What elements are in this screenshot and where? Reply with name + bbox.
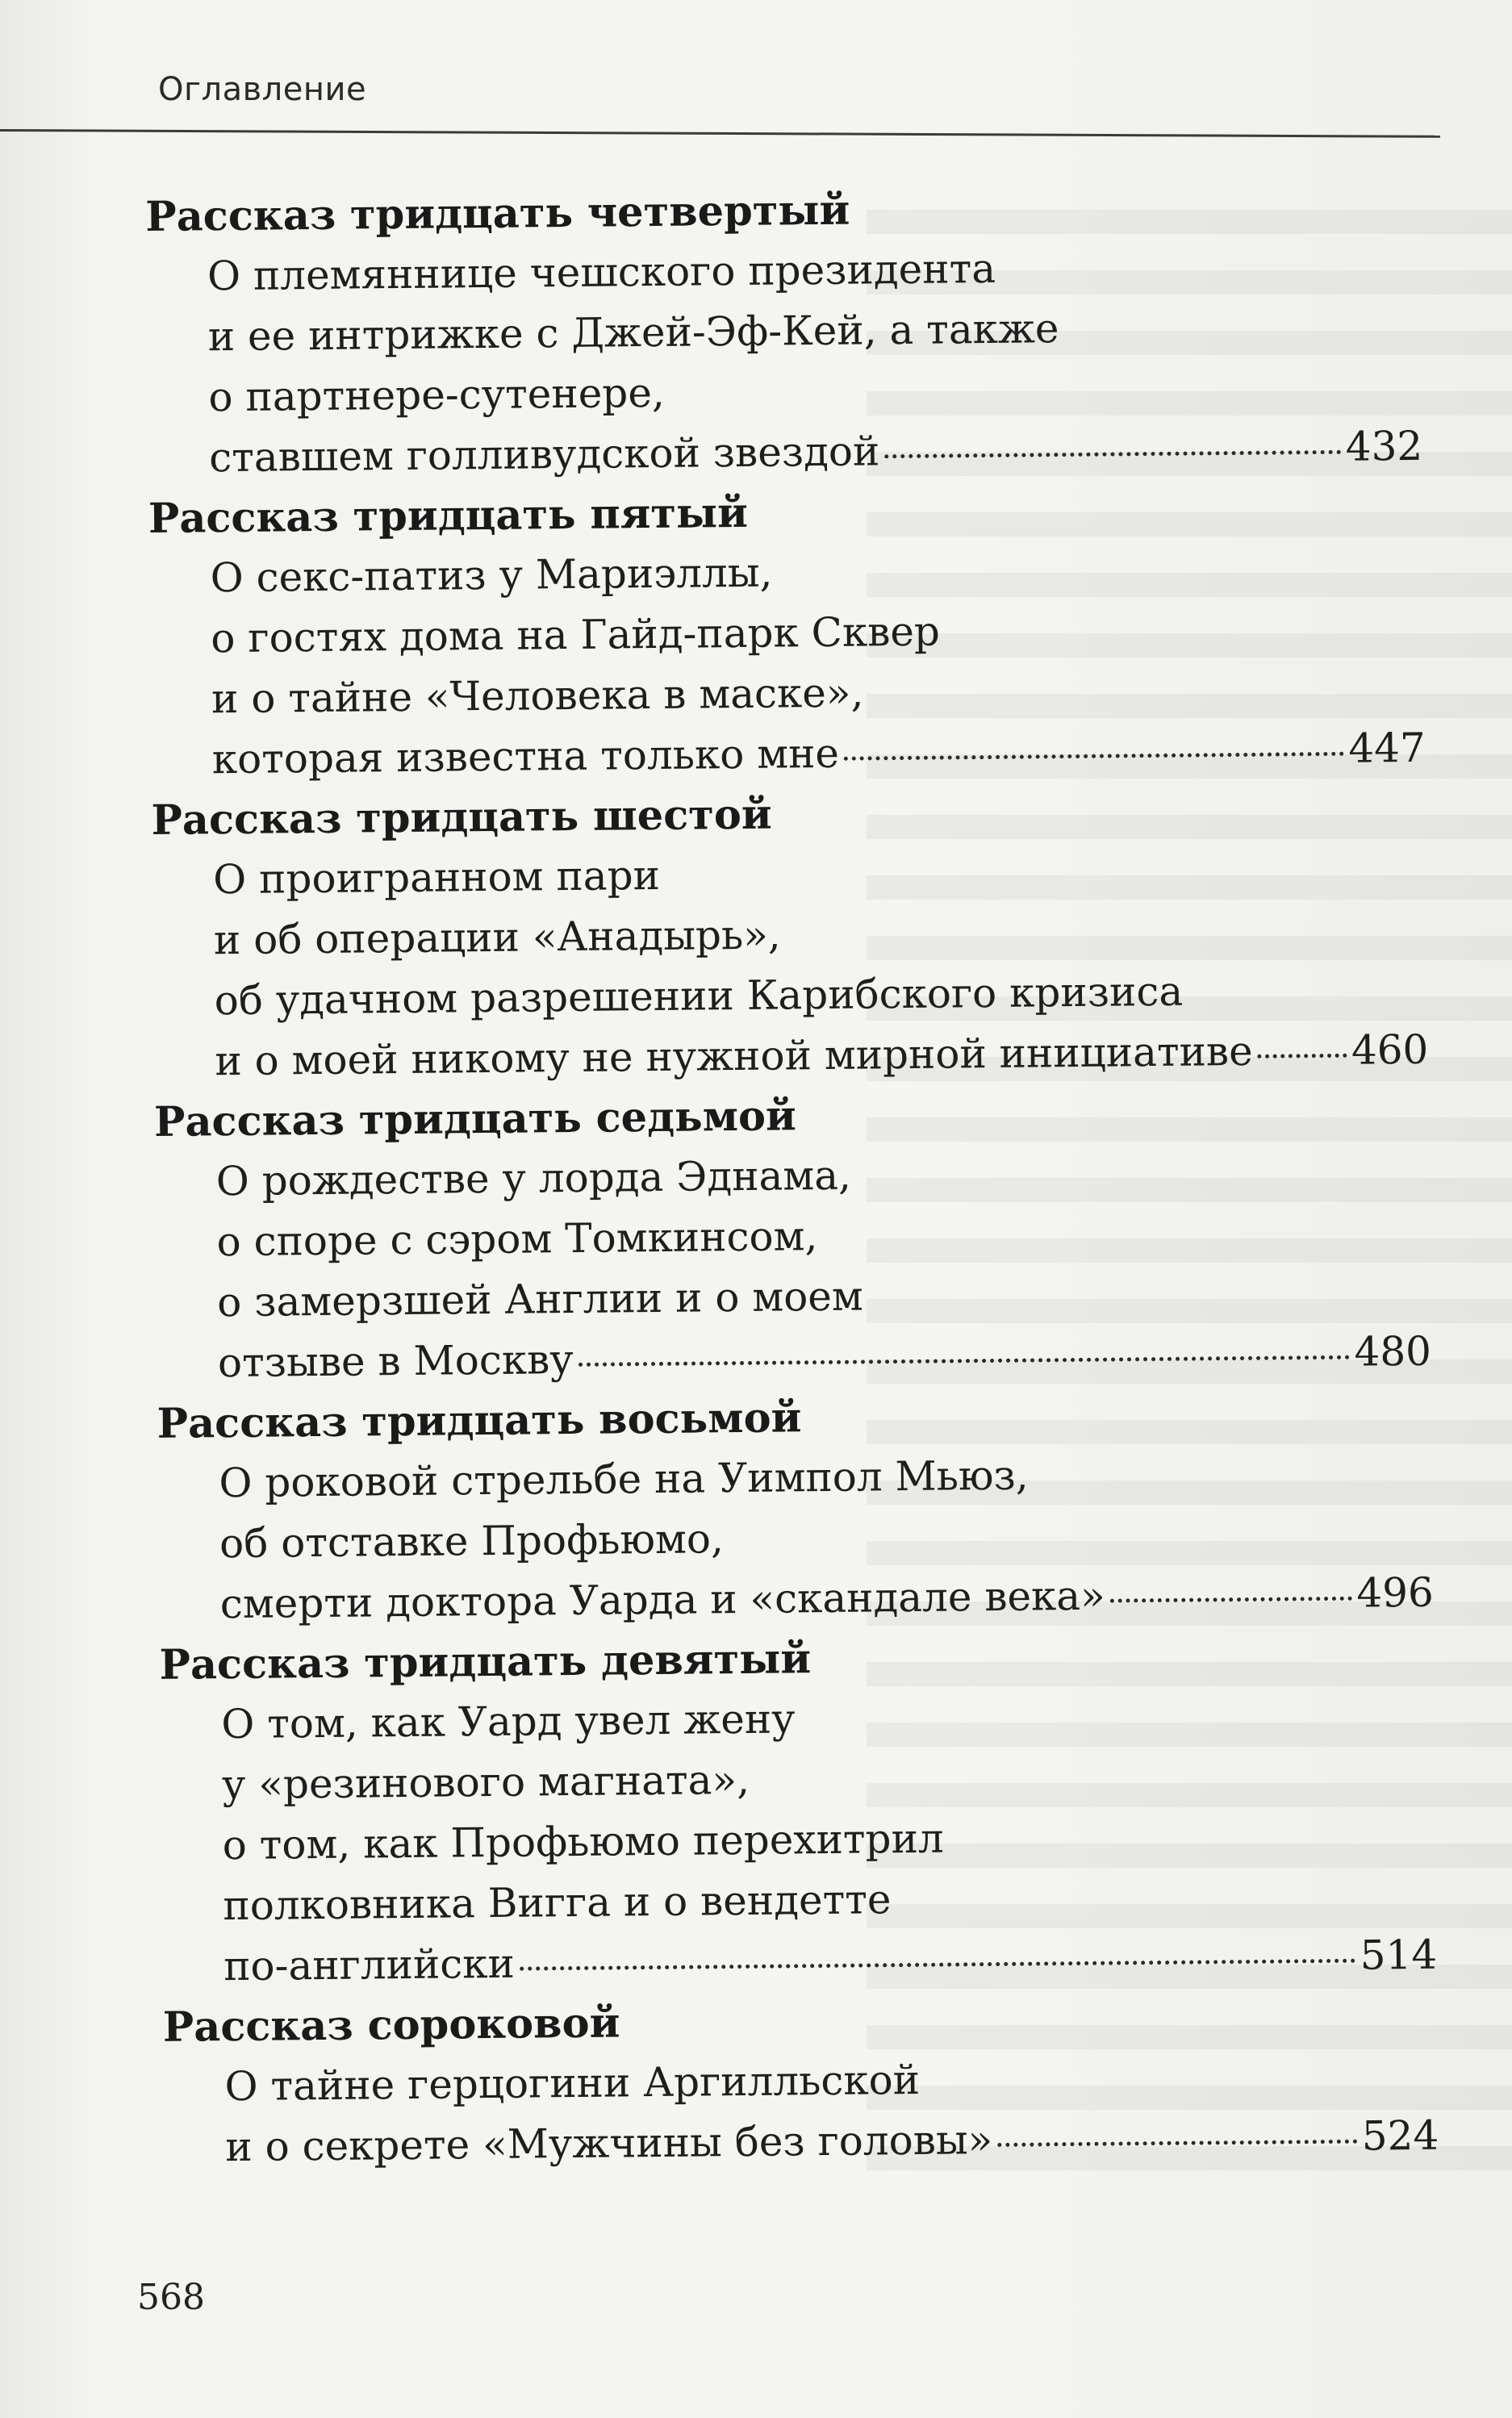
page-number: 524 [1361,2111,1439,2160]
entry-last-line [211,718,1426,790]
dot-leader [520,1959,1355,1971]
entry-title: Рассказ тридцать четвертый [145,186,850,241]
entry-line: О роковой стрельбе на Уимпол Мьюз, [219,1451,1029,1507]
toc-entry [148,477,1426,791]
page-folio: 568 [137,2277,205,2318]
entry-title: Рассказ тридцать восьмой [157,1393,802,1448]
entry-title: Рассказ сороковой [162,1998,620,2052]
entry-last-line [220,1563,1435,1635]
page-number: 460 [1351,1025,1429,1074]
entry-line: о споре с сэром Томкинсом, [216,1213,818,1266]
page-number: 514 [1360,1931,1438,1979]
entry-line: полковника Вигга и о вендетте [223,1876,892,1930]
dot-leader [844,752,1343,761]
entry-line: О рождестве у лорда Эднама, [215,1151,852,1205]
entry-last-line [218,1322,1432,1393]
entry-line: у «резинового магната», [221,1756,750,1809]
entry-line-text: отзыве в Москву [217,1335,574,1387]
dot-leader [997,2140,1357,2147]
entry-line-text: и о моей никому не нужной мирной инициативе [215,1027,1253,1085]
entry-line: О проигранном пари [212,851,661,904]
entry-line: об удачном разрешении Карибского кризиса [214,967,1184,1025]
entry-title: Рассказ тридцать девятый [159,1635,812,1689]
entry-line-text: смерти доктора Уарда и «скандале века» [219,1572,1105,1628]
entry-title: Рассказ тридцать седьмой [153,1092,797,1146]
dot-leader [1110,1597,1352,1603]
toc-entry [145,175,1423,489]
entry-line: и об операции «Анадырь», [213,911,781,964]
entry-line: О том, как Уард увел жену [221,1695,796,1748]
dot-leader [884,450,1341,458]
entry-line: О секс-патиз у Мариэллы, [210,549,773,602]
entry-last-line [223,1925,1438,1997]
entry-last-line [209,416,1423,488]
entry-line: о гостях дома на Гайд-парк Сквер [211,608,941,662]
toc-entry [159,1623,1437,1998]
entry-line: об отставке Профьюмо, [219,1515,725,1568]
toc-entry [157,1382,1434,1635]
entry-line: о том, как Профьюмо перехитрил [222,1815,944,1869]
entry-line: и о тайне «Человека в маске», [211,669,864,723]
entry-title: Рассказ тридцать пятый [148,488,749,543]
entry-line-text: ставшем голливудской звездой [208,428,880,482]
toc-entry [163,1986,1439,2178]
page-number: 496 [1356,1568,1435,1617]
dot-leader [578,1355,1350,1367]
entry-line-text: по-английски [223,1940,516,1990]
entry-line-text: которая известна только мне [211,729,840,783]
entry-title: Рассказ тридцать шестой [151,790,773,845]
table-of-contents [145,175,1439,2178]
entry-line: о замерзшей Англии и о моем [216,1272,864,1326]
page-number: 480 [1354,1327,1432,1376]
toc-entry [154,1080,1432,1394]
entry-line: и ее интрижке с Джей-Эф-Кей, а также [207,305,1059,361]
page-number: 432 [1345,422,1423,470]
header-rule [0,129,1440,138]
entry-line: о партнере-сутенере, [208,369,666,421]
entry-line: О тайне герцогини Аргилльской [224,2056,921,2111]
entry-line: О племяннице чешского президента [207,244,996,300]
page-number: 447 [1348,724,1426,772]
toc-entry [151,779,1429,1092]
dot-leader [1258,1054,1347,1059]
entry-last-line [225,2106,1439,2178]
entry-line-text: и о секрете «Мужчины без головы» [225,2116,993,2171]
running-head: Оглавление [158,71,367,108]
entry-last-line [215,1020,1429,1092]
